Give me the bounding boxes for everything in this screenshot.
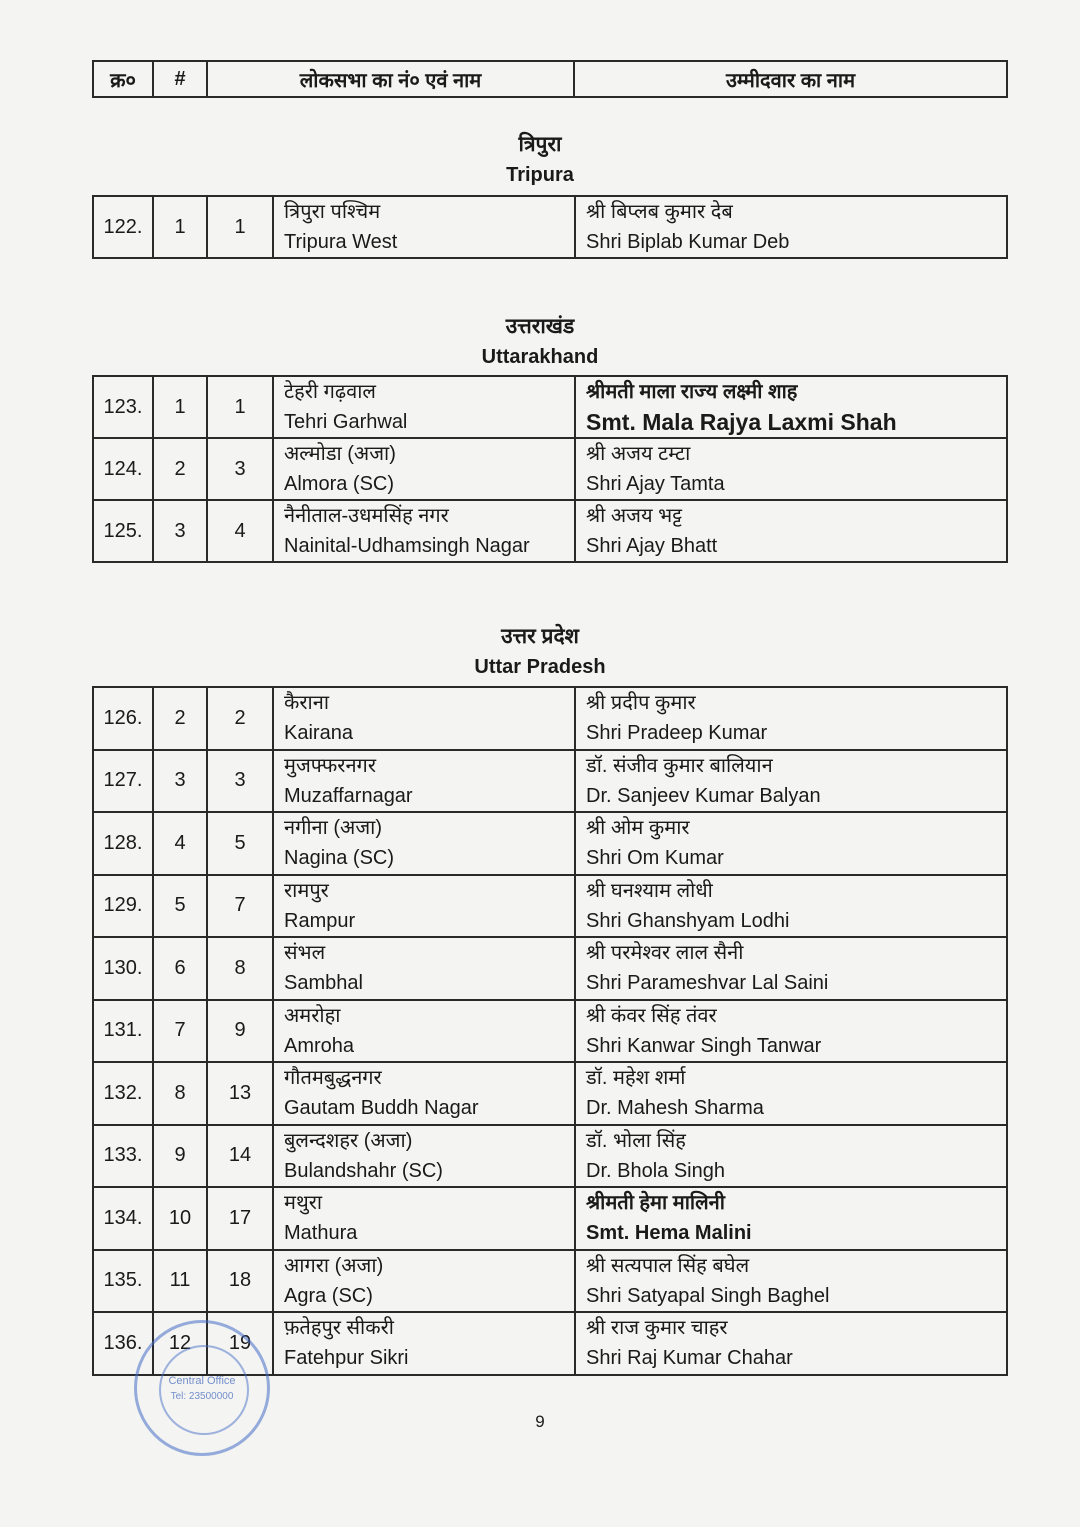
- constituency-number: 3: [207, 438, 273, 500]
- constituency-name-hindi: कैराना: [284, 692, 329, 715]
- candidate-cell: [575, 438, 1007, 500]
- candidate-cell: [575, 812, 1007, 875]
- constituency-cell: [273, 376, 575, 438]
- constituency-name-english: Agra (SC): [284, 1284, 373, 1307]
- table-row: [93, 937, 1007, 1000]
- serial-number: 134.: [93, 1187, 153, 1250]
- constituency-number: 13: [207, 1062, 273, 1125]
- state-index: 5: [153, 875, 207, 938]
- serial-number: 131.: [93, 1000, 153, 1063]
- candidate-name-english: Dr. Mahesh Sharma: [586, 1097, 764, 1120]
- candidate-name-hindi: श्रीमती हेमा मालिनी: [586, 1192, 725, 1215]
- state-title-english: Uttar Pradesh: [474, 656, 606, 678]
- constituency-name-hindi: रामपुर: [284, 879, 329, 902]
- constituency-name-english: Bulandshahr (SC): [284, 1159, 443, 1182]
- serial-number: 123.: [93, 376, 153, 438]
- candidate-name-english: Smt. Hema Malini: [586, 1222, 752, 1245]
- table-tripura: [92, 195, 1008, 259]
- constituency-number: 1: [207, 196, 273, 258]
- state-index: 11: [153, 1250, 207, 1313]
- constituency-name-english: Almora (SC): [284, 473, 395, 495]
- serial-number: 133.: [93, 1125, 153, 1188]
- candidate-name-english: Shri Om Kumar: [586, 847, 724, 870]
- table-row: [93, 687, 1007, 750]
- candidate-name-hindi: श्री परमेश्वर लाल सैनी: [586, 942, 744, 965]
- state-title-english: Tripura: [506, 164, 574, 186]
- constituency-name-hindi: फ़तेहपुर सीकरी: [284, 1317, 394, 1340]
- constituency-cell: [273, 1312, 575, 1375]
- serial-number: 122.: [93, 196, 153, 258]
- constituency-name-english: Mathura: [284, 1222, 358, 1245]
- serial-number: 130.: [93, 937, 153, 1000]
- state-index: 9: [153, 1125, 207, 1188]
- constituency-name-english: Tripura West: [284, 231, 398, 253]
- constituency-name-hindi: आगरा (अजा): [284, 1254, 384, 1277]
- constituency-number: 19: [207, 1312, 273, 1375]
- state-title-hindi: उत्तराखंड: [505, 315, 575, 338]
- candidate-cell: [575, 1250, 1007, 1313]
- constituency-name-hindi: बुलन्दशहर (अजा): [284, 1129, 413, 1152]
- state-index: 4: [153, 812, 207, 875]
- constituency-number: 4: [207, 500, 273, 562]
- table-row: [93, 376, 1007, 438]
- table-row: [93, 1000, 1007, 1063]
- constituency-number: 17: [207, 1187, 273, 1250]
- state-index: 6: [153, 937, 207, 1000]
- table-row: [93, 875, 1007, 938]
- candidate-cell: [575, 1062, 1007, 1125]
- candidate-name-hindi: डॉ. महेश शर्मा: [586, 1067, 686, 1090]
- table-row: [93, 750, 1007, 813]
- candidate-name-english: Dr. Sanjeev Kumar Balyan: [586, 784, 821, 807]
- constituency-cell: [273, 1062, 575, 1125]
- constituency-name-hindi: अमरोहा: [284, 1004, 341, 1027]
- candidate-name-english: Shri Ajay Bhatt: [586, 535, 718, 557]
- constituency-cell: [273, 1125, 575, 1188]
- constituency-name-hindi: संभल: [284, 942, 326, 965]
- candidate-name-hindi: श्री राज कुमार चाहर: [586, 1317, 728, 1340]
- state-heading-uttar-pradesh: [0, 622, 1080, 679]
- constituency-name-hindi: अल्मोडा (अजा): [284, 443, 396, 465]
- constituency-number: 7: [207, 875, 273, 938]
- constituency-cell: [273, 687, 575, 750]
- candidate-cell: [575, 937, 1007, 1000]
- candidate-name-hindi: श्री प्रदीप कुमार: [586, 692, 696, 715]
- state-index: 3: [153, 500, 207, 562]
- constituency-name-english: Nagina (SC): [284, 847, 395, 870]
- candidate-cell: [575, 196, 1007, 258]
- constituency-name-english: Nainital-Udhamsingh Nagar: [284, 535, 530, 557]
- constituency-number: 9: [207, 1000, 273, 1063]
- constituency-name-hindi: त्रिपुरा पश्चिम: [284, 201, 381, 223]
- candidate-name-english: Shri Satyapal Singh Baghel: [586, 1284, 830, 1307]
- state-title-hindi: त्रिपुरा: [518, 133, 562, 156]
- constituency-name-hindi: मुजफ्फरनगर: [284, 754, 376, 777]
- state-index: 1: [153, 376, 207, 438]
- constituency-cell: [273, 750, 575, 813]
- office-seal-stamp: [134, 1320, 270, 1456]
- constituency-number: 8: [207, 937, 273, 1000]
- constituency-number: 14: [207, 1125, 273, 1188]
- serial-number: 125.: [93, 500, 153, 562]
- candidate-name-english: Shri Ajay Tamta: [586, 473, 725, 495]
- column-header-table: [92, 60, 1008, 98]
- constituency-number: 1: [207, 376, 273, 438]
- state-index: 2: [153, 687, 207, 750]
- state-heading-uttarakhand: [0, 312, 1080, 369]
- constituency-name-hindi: गौतमबुद्धनगर: [284, 1067, 382, 1090]
- state-heading-tripura: [0, 130, 1080, 187]
- state-index: 2: [153, 438, 207, 500]
- seal-text-office: Central Office: [168, 1375, 236, 1387]
- candidate-cell: [575, 1125, 1007, 1188]
- candidate-cell: [575, 1187, 1007, 1250]
- serial-number: 132.: [93, 1062, 153, 1125]
- constituency-name-english: Rampur: [284, 909, 356, 932]
- candidate-name-english: Dr. Bhola Singh: [586, 1159, 725, 1182]
- candidate-name-english: Shri Kanwar Singh Tanwar: [586, 1034, 822, 1057]
- candidate-name-english: Shri Ghanshyam Lodhi: [586, 909, 790, 932]
- constituency-number: 2: [207, 687, 273, 750]
- state-index: 8: [153, 1062, 207, 1125]
- state-index: 10: [153, 1187, 207, 1250]
- constituency-name-english: Tehri Garhwal: [284, 411, 408, 433]
- constituency-name-english: Muzaffarnagar: [284, 784, 413, 807]
- candidate-name-english: Smt. Mala Rajya Laxmi Shah: [586, 409, 897, 435]
- state-title-english: Uttarakhand: [481, 346, 599, 368]
- candidate-name-english: Shri Parameshvar Lal Saini: [586, 972, 829, 995]
- table-row: [93, 1062, 1007, 1125]
- constituency-cell: [273, 812, 575, 875]
- header-serial: क्र०: [93, 61, 153, 97]
- constituency-cell: [273, 1250, 575, 1313]
- constituency-name-hindi: नैनीताल-उधमसिंह नगर: [284, 505, 449, 527]
- candidate-name-hindi: श्री अजय टम्टा: [586, 443, 691, 465]
- constituency-cell: [273, 937, 575, 1000]
- table-row: [93, 1125, 1007, 1188]
- constituency-name-english: Sambhal: [284, 972, 363, 995]
- candidate-name-hindi: श्री ओम कुमार: [586, 817, 690, 840]
- constituency-name-hindi: मथुरा: [284, 1192, 323, 1215]
- table-row: [93, 1250, 1007, 1313]
- constituency-number: 5: [207, 812, 273, 875]
- constituency-name-english: Kairana: [284, 722, 353, 745]
- candidate-name-hindi: श्री कंवर सिंह तंवर: [586, 1004, 717, 1027]
- candidate-name-english: Shri Pradeep Kumar: [586, 722, 768, 745]
- table-row: [93, 438, 1007, 500]
- table-row: [93, 812, 1007, 875]
- seal-text-phone: Tel: 23500000: [170, 1391, 234, 1402]
- table-row: [93, 500, 1007, 562]
- candidate-cell: [575, 376, 1007, 438]
- page-number: 9: [535, 1412, 545, 1431]
- constituency-name-hindi: टेहरी गढ़वाल: [284, 381, 376, 403]
- candidate-cell: [575, 875, 1007, 938]
- header-candidate: उम्मीदवार का नाम: [574, 61, 1007, 97]
- table-uttarakhand: [92, 375, 1008, 563]
- state-index: 7: [153, 1000, 207, 1063]
- serial-number: 128.: [93, 812, 153, 875]
- state-index: 1: [153, 196, 207, 258]
- serial-number: 136.: [93, 1312, 153, 1375]
- table-uttar-pradesh: [92, 686, 1008, 1376]
- constituency-cell: [273, 438, 575, 500]
- table-row: [93, 1187, 1007, 1250]
- candidate-name-hindi: श्री घनश्याम लोधी: [586, 879, 713, 902]
- candidate-cell: [575, 500, 1007, 562]
- header-hash: #: [153, 61, 207, 97]
- constituency-name-english: Fatehpur Sikri: [284, 1347, 409, 1370]
- candidate-name-hindi: श्री बिप्लब कुमार देब: [586, 201, 733, 223]
- serial-number: 129.: [93, 875, 153, 938]
- candidate-cell: [575, 1312, 1007, 1375]
- constituency-cell: [273, 500, 575, 562]
- candidate-name-hindi: श्री सत्यपाल सिंह बघेल: [586, 1254, 750, 1277]
- state-title-hindi: उत्तर प्रदेश: [501, 625, 579, 648]
- constituency-name-english: Amroha: [284, 1034, 355, 1057]
- candidate-cell: [575, 687, 1007, 750]
- constituency-cell: [273, 1000, 575, 1063]
- serial-number: 124.: [93, 438, 153, 500]
- constituency-cell: [273, 1187, 575, 1250]
- table-row: [93, 196, 1007, 258]
- constituency-number: 18: [207, 1250, 273, 1313]
- candidate-cell: [575, 750, 1007, 813]
- constituency-cell: [273, 875, 575, 938]
- candidate-name-english: Shri Biplab Kumar Deb: [586, 231, 790, 253]
- serial-number: 135.: [93, 1250, 153, 1313]
- candidate-cell: [575, 1000, 1007, 1063]
- state-index: 3: [153, 750, 207, 813]
- candidate-name-english: Shri Raj Kumar Chahar: [586, 1347, 793, 1370]
- candidate-name-hindi: श्रीमती माला राज्य लक्ष्मी शाह: [586, 381, 798, 403]
- candidate-name-hindi: डॉ. भोला सिंह: [586, 1129, 686, 1152]
- constituency-cell: [273, 196, 575, 258]
- candidate-name-hindi: श्री अजय भट्ट: [586, 505, 683, 527]
- serial-number: 127.: [93, 750, 153, 813]
- constituency-name-hindi: नगीना (अजा): [284, 817, 382, 840]
- state-index: 12: [153, 1312, 207, 1375]
- constituency-number: 3: [207, 750, 273, 813]
- constituency-name-english: Gautam Buddh Nagar: [284, 1097, 479, 1120]
- header-constituency: लोकसभा का नं० एवं नाम: [207, 61, 574, 97]
- candidate-name-hindi: डॉ. संजीव कुमार बालियान: [586, 754, 773, 777]
- serial-number: 126.: [93, 687, 153, 750]
